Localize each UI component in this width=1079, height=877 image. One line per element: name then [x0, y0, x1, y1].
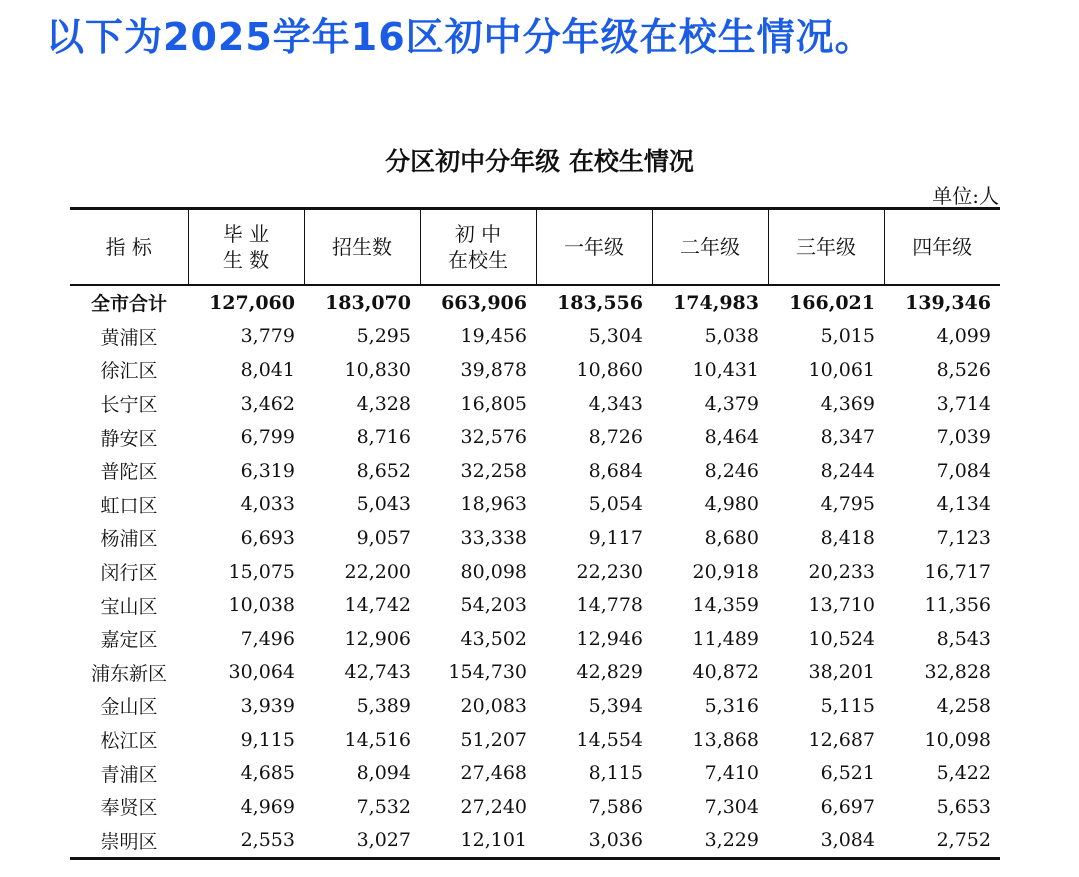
table-cell: 174,983 — [673, 291, 759, 314]
table-cell: 9,115 — [240, 728, 295, 751]
table-cell: 80,098 — [460, 560, 527, 583]
table-cell: 39,878 — [460, 358, 527, 381]
table-cell: 12,946 — [576, 627, 643, 650]
table-cell: 127,060 — [209, 291, 295, 314]
table-cell: 154,730 — [448, 661, 527, 684]
table-cell: 2,752 — [884, 824, 1000, 859]
district-name: 青浦区 — [100, 763, 158, 786]
table-cell: 14,778 — [576, 594, 643, 617]
enrollment-table — [70, 207, 1000, 860]
table-cell: 5,038 — [704, 325, 759, 348]
table-cell: 3,714 — [936, 392, 991, 415]
table-cell: 11,356 — [924, 594, 991, 617]
table-cell: 13,868 — [692, 728, 759, 751]
table-cell: 22,200 — [344, 560, 411, 583]
table-cell: 8,680 — [704, 526, 759, 549]
table-cell: 5,389 — [356, 694, 411, 717]
header-grade-2: 二年级 — [652, 209, 768, 286]
table-cell: 7,123 — [936, 526, 991, 549]
table-cell: 32,576 — [460, 426, 527, 449]
table-cell: 4,969 — [240, 795, 295, 818]
table-cell: 7,532 — [356, 795, 411, 818]
table-row — [70, 588, 1000, 622]
table-cell: 8,244 — [820, 459, 875, 482]
table-cell: 7,410 — [704, 762, 759, 785]
table-cell: 51,207 — [460, 728, 527, 751]
table-cell: 10,524 — [808, 627, 875, 650]
table-cell: 8,041 — [240, 358, 295, 381]
table-row — [70, 723, 1000, 757]
table-cell: 16,805 — [460, 392, 527, 415]
table-cell: 10,098 — [924, 728, 991, 751]
header-grade-4: 四年级 — [884, 209, 1000, 286]
table-cell: 5,304 — [588, 325, 643, 348]
table-cell: 8,464 — [704, 426, 759, 449]
table-cell: 9,117 — [588, 526, 643, 549]
table-cell: 5,295 — [356, 325, 411, 348]
table-cell: 9,057 — [356, 526, 411, 549]
table-cell: 3,939 — [240, 694, 295, 717]
district-name: 浦东新区 — [90, 662, 167, 685]
district-name: 宝山区 — [100, 595, 158, 618]
district-name: 奉贤区 — [100, 797, 158, 820]
table-cell: 3,036 — [536, 824, 652, 859]
district-name: 静安区 — [100, 427, 158, 450]
table-row — [70, 622, 1000, 656]
district-name: 嘉定区 — [100, 629, 158, 652]
district-name: 杨浦区 — [100, 528, 158, 551]
table-cell: 5,394 — [588, 694, 643, 717]
table-cell: 5,422 — [936, 762, 991, 785]
header-indicator: 指 标 — [70, 209, 188, 286]
table-row — [70, 689, 1000, 723]
table-row — [70, 353, 1000, 387]
table-cell: 32,828 — [924, 661, 991, 684]
table-cell: 14,359 — [692, 594, 759, 617]
table-cell: 7,496 — [240, 627, 295, 650]
table-cell: 8,543 — [936, 627, 991, 650]
table-cell: 14,516 — [344, 728, 411, 751]
header-enrollment: 招生数 — [304, 209, 420, 286]
table-cell: 5,015 — [820, 325, 875, 348]
table-cell: 8,418 — [820, 526, 875, 549]
table-cell: 10,038 — [228, 594, 295, 617]
district-name: 黄浦区 — [100, 326, 158, 349]
table-cell: 42,743 — [344, 661, 411, 684]
table-cell: 8,726 — [588, 426, 643, 449]
table-cell: 10,431 — [692, 358, 759, 381]
table-cell: 8,716 — [356, 426, 411, 449]
table-cell: 27,240 — [460, 795, 527, 818]
table-cell: 5,054 — [588, 493, 643, 516]
table-cell: 3,779 — [240, 325, 295, 348]
table-cell: 4,379 — [704, 392, 759, 415]
unit-label: 单位:人 — [932, 184, 999, 208]
table-cell: 16,717 — [924, 560, 991, 583]
table-cell: 8,094 — [356, 762, 411, 785]
table-cell: 18,963 — [460, 493, 527, 516]
table-cell: 4,033 — [240, 493, 295, 516]
table-cell: 12,906 — [344, 627, 411, 650]
table-header-row — [70, 209, 1000, 286]
table-cell: 4,134 — [936, 493, 991, 516]
table-cell: 14,554 — [576, 728, 643, 751]
table-cell: 5,653 — [936, 795, 991, 818]
table-cell: 12,101 — [420, 824, 536, 859]
table-cell: 4,685 — [240, 762, 295, 785]
table-cell: 4,258 — [936, 694, 991, 717]
table-cell: 10,830 — [344, 358, 411, 381]
table-cell: 30,064 — [228, 661, 295, 684]
table-cell: 10,860 — [576, 358, 643, 381]
page-headline: 以下为2025学年16区初中分年级在校生情况。 — [46, 15, 874, 59]
table-cell: 183,070 — [325, 291, 411, 314]
table-cell: 8,246 — [704, 459, 759, 482]
table-cell: 3,462 — [240, 392, 295, 415]
table-cell: 13,710 — [808, 594, 875, 617]
table-cell: 15,075 — [228, 560, 295, 583]
district-name: 全市合计 — [90, 293, 167, 316]
table-cell: 7,304 — [704, 795, 759, 818]
table-cell: 43,502 — [460, 627, 527, 650]
table-row — [70, 521, 1000, 555]
total-row — [70, 285, 1000, 320]
table-row — [70, 555, 1000, 589]
table-cell: 183,556 — [557, 291, 643, 314]
table-cell: 20,083 — [460, 694, 527, 717]
table-cell: 40,872 — [692, 661, 759, 684]
table-row — [70, 387, 1000, 421]
table-row — [70, 420, 1000, 454]
table-cell: 4,343 — [588, 392, 643, 415]
table-cell: 8,526 — [936, 358, 991, 381]
district-name: 长宁区 — [100, 394, 158, 417]
table-cell: 22,230 — [576, 560, 643, 583]
table-cell: 7,039 — [936, 426, 991, 449]
table-cell: 33,338 — [460, 526, 527, 549]
table-cell: 3,027 — [304, 824, 420, 859]
district-name: 金山区 — [100, 696, 158, 719]
table-title: 分区初中分年级 在校生情况 — [385, 147, 694, 176]
header-graduates: 毕 业 生 数 — [188, 209, 304, 286]
table-cell: 4,980 — [704, 493, 759, 516]
district-name: 虹口区 — [100, 494, 158, 517]
table-row — [70, 320, 1000, 354]
table-cell: 4,328 — [356, 392, 411, 415]
table-row — [70, 790, 1000, 824]
header-grade-3: 三年级 — [768, 209, 884, 286]
table-cell: 5,043 — [356, 493, 411, 516]
table-row — [70, 454, 1000, 488]
table-cell: 6,693 — [240, 526, 295, 549]
table-cell: 6,697 — [820, 795, 875, 818]
table-cell: 14,742 — [344, 594, 411, 617]
table-cell: 20,233 — [808, 560, 875, 583]
table-row — [70, 488, 1000, 522]
table-cell: 6,319 — [240, 459, 295, 482]
table-cell: 8,652 — [356, 459, 411, 482]
district-name: 徐汇区 — [100, 360, 158, 383]
table-cell: 139,346 — [905, 291, 991, 314]
table-cell: 11,489 — [692, 627, 759, 650]
table-cell: 19,456 — [460, 325, 527, 348]
table-cell: 7,586 — [588, 795, 643, 818]
district-name: 崇明区 — [70, 824, 188, 859]
table-cell: 5,316 — [704, 694, 759, 717]
table-cell: 663,906 — [441, 291, 527, 314]
district-name: 松江区 — [100, 730, 158, 753]
table-cell: 20,918 — [692, 560, 759, 583]
table-cell: 32,258 — [460, 459, 527, 482]
table-cell: 10,061 — [808, 358, 875, 381]
table-cell: 6,521 — [820, 762, 875, 785]
table-cell: 5,115 — [820, 694, 875, 717]
table-cell: 27,468 — [460, 762, 527, 785]
header-total-students: 初 中 在校生 — [420, 209, 536, 286]
district-name: 普陀区 — [100, 461, 158, 484]
table-cell: 12,687 — [808, 728, 875, 751]
table-cell: 2,553 — [188, 824, 304, 859]
table-cell: 4,099 — [936, 325, 991, 348]
table-cell: 4,795 — [820, 493, 875, 516]
table-row — [70, 756, 1000, 790]
table-cell: 8,684 — [588, 459, 643, 482]
table-cell: 3,084 — [768, 824, 884, 859]
table-cell: 8,347 — [820, 426, 875, 449]
table-cell: 4,369 — [820, 392, 875, 415]
table-cell: 166,021 — [789, 291, 875, 314]
header-grade-1: 一年级 — [536, 209, 652, 286]
table-cell: 8,115 — [588, 762, 643, 785]
table-cell: 6,799 — [240, 426, 295, 449]
table-row — [70, 656, 1000, 690]
table-cell: 3,229 — [652, 824, 768, 859]
district-name: 闵行区 — [100, 562, 158, 585]
table-cell: 38,201 — [808, 661, 875, 684]
table-cell: 7,084 — [936, 459, 991, 482]
table-cell: 54,203 — [460, 594, 527, 617]
table-row — [70, 824, 1000, 859]
table-cell: 42,829 — [576, 661, 643, 684]
